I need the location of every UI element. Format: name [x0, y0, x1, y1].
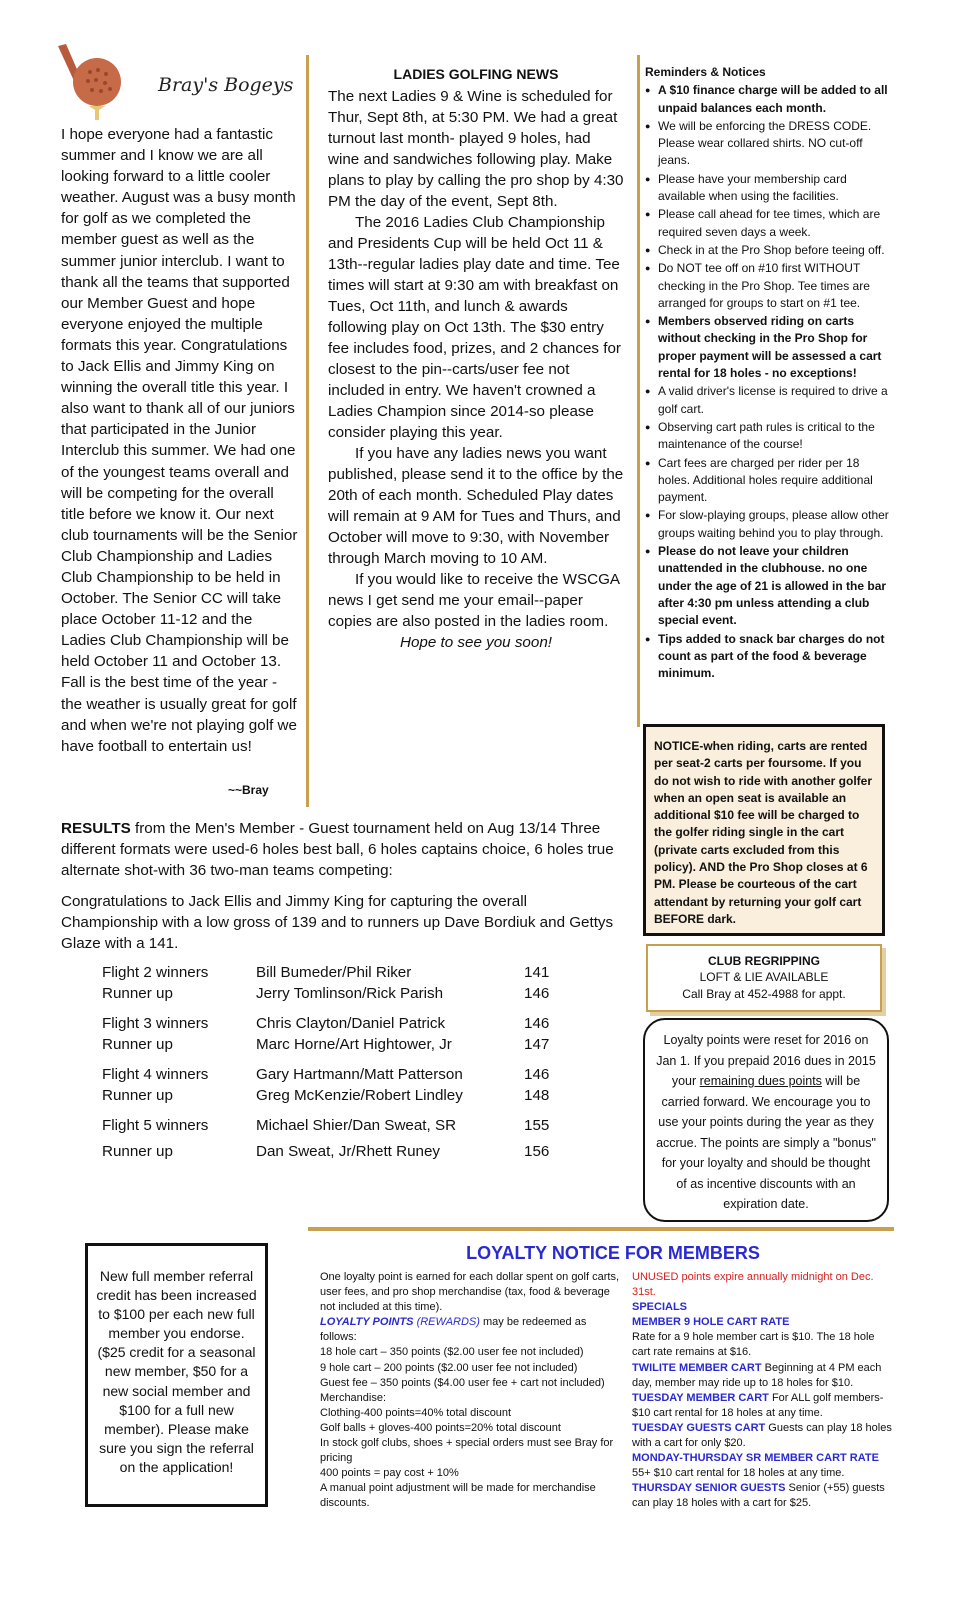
remaining-dues-points-link[interactable]: remaining dues points — [699, 1074, 822, 1088]
loyalty-reset-pre: Loyalty points were reset for 2016 on Jan 1. If you prepaid 2016 dues in 2015 your — [656, 1033, 876, 1088]
member9-title: MEMBER 9 HOLE CART RATE — [632, 1316, 790, 1329]
table-row: Runner up Dan Sweat, Jr/Rhett Runey 156 — [102, 1143, 550, 1160]
thursday-title: THURSDAY SENIOR GUESTS — [632, 1482, 786, 1495]
news-paragraph-2: The 2016 Ladies Club Championship and Presidents Cup will be held Oct 11 & 13th--regular ladies play date and time. Tee times will start at 9:30 am with breakfast on Tues, Oct 11th, and lunch & awards following play on Oct 13th. The $30 entry fee includes food, prizes, and 2 chances for closest to the pin--carts/user fee not included in entry. We haven't crowned a Ladies Champion since 2014-so please consider playing this year. — [328, 214, 621, 441]
reminders-title: Reminders & Notices — [645, 65, 766, 79]
news-title: LADIES GOLFING NEWS — [393, 66, 559, 82]
column-divider-right — [637, 55, 640, 727]
member9-text: Rate for a 9 hole member cart is $10. The 18 hole cart rate remains at $16. — [632, 1331, 875, 1359]
reminder-item: ● A valid driver's license is required to drive a golf cart. — [645, 383, 890, 418]
results-section — [61, 818, 621, 964]
loyalty-line: Guest fee – 350 points ($4.00 user fee + cart not included) — [320, 1376, 605, 1389]
reminder-item: ● Check in at the Pro Shop before teeing off. — [645, 242, 890, 259]
loyalty-points-label: LOYALTY POINTS — [320, 1316, 414, 1329]
regrip-line-2: Call Bray at 452-4988 for appt. — [682, 986, 846, 1001]
ladies-golfing-news — [328, 64, 624, 653]
reminder-item: ● Do NOT tee off on #10 first WITHOUT checking in the Pro Shop. Tee times are arranged for groups to start on #1 tee. — [645, 260, 890, 312]
news-signoff: Hope to see you soon! — [400, 634, 552, 651]
loyalty-reset-post: will be carried forward. We encourage you to use your points during the year as they accrue. The points are simply a "bonus" for your loyalty and should be thought of as incentive discounts with an expiration date. — [656, 1074, 876, 1211]
results-label: RESULTS — [61, 820, 131, 837]
bottom-divider — [308, 1227, 894, 1231]
reminder-item: ● Please do not leave your children unattended in the clubhouse. no one under the age of 21 is allowed in the bar after 4:30 pm unless attending a club special event. — [645, 543, 890, 629]
table-row: Runner up Marc Horne/Art Hightower, Jr 147 — [102, 1036, 550, 1053]
loyalty-notice-title: LOYALTY NOTICE FOR MEMBERS — [466, 1243, 760, 1263]
reminders-notices — [645, 64, 890, 683]
loyalty-line: A manual point adjustment will be made for merchandise discounts. — [320, 1482, 596, 1510]
reminder-item: ● Members observed riding on carts without checking in the Pro Shop for proper payment will be assessed a cart rental for 18 holes - no exceptions! — [645, 313, 890, 382]
table-row: Runner up Greg McKenzie/Robert Lindley 148 — [102, 1087, 550, 1104]
golf-ball-icon — [73, 58, 121, 106]
loyalty-line: 18 hole cart – 350 points ($2.00 user fee not included) — [320, 1346, 584, 1359]
loyalty-reset-box — [643, 1018, 889, 1222]
news-paragraph-3: If you have any ladies news you want published, please send it to the office by the 20th of each month. Scheduled Play dates will remain at 9 AM for Tues and Thurs, and October will move to 9:30, with November through March moving to 10 AM. — [328, 445, 624, 567]
loyalty-line: 400 points = pay cost + 10% — [320, 1467, 459, 1480]
loyalty-intro: One loyalty point is earned for each dollar spent on golf carts, user fees, and pro shop merchandise (tax, food & beverage not included at this time). — [320, 1271, 620, 1314]
club-regripping-box — [646, 944, 882, 1012]
table-row: Flight 4 winners Gary Hartmann/Matt Patterson 146 — [102, 1066, 550, 1083]
tee-icon — [89, 106, 105, 120]
tuesday-guest-text: Guests can play 18 holes with a cart for only $20. — [632, 1421, 892, 1450]
tuesday-guest-title: TUESDAY GUESTS CART — [632, 1421, 766, 1434]
loyalty-notice-left — [320, 1270, 620, 1512]
loyalty-line: Clothing-400 points=40% total discount — [320, 1406, 512, 1419]
reminder-item: ● Please have your membership card available when using the facilities. — [645, 171, 890, 206]
reminders-list — [645, 82, 890, 682]
news-paragraph-1: The next Ladies 9 & Wine is scheduled for Thur, Sept 8th, at 5:30 PM. We had a great turnout last month- played 9 holes, had wine and sandwiches following play. Make plans to play by calling the pro shop by 4:30 PM the day of the event, Sept 8th. — [328, 88, 624, 210]
column-divider-left — [306, 55, 309, 807]
reminder-item: ● Please call ahead for tee times, which are required seven days a week. — [645, 206, 890, 241]
table-row: Flight 3 winners Chris Clayton/Daniel Patrick 146 — [102, 1015, 550, 1032]
loyalty-line: Golf balls + gloves-400 points=20% total discount — [320, 1421, 561, 1434]
specials-heading: SPECIALS — [632, 1301, 688, 1314]
regrip-title: CLUB REGRIPPING — [707, 954, 820, 968]
table-row: Flight 2 winners Bill Bumeder/Phil Riker 141 — [102, 964, 550, 981]
news-paragraph-4: If you would like to receive the WSCGA news I get send me your email--paper copies are also posted in the ladies room. — [328, 571, 620, 630]
loyalty-line: Merchandise: — [320, 1391, 387, 1404]
reminder-item: ● For slow-playing groups, please allow other groups waiting behind you to play through. — [645, 507, 890, 542]
monthu-text: 55+ $10 cart rental for 18 holes at any time. — [632, 1467, 845, 1480]
loyalty-line: In stock golf clubs, shoes + special orders must see Bray for pricing — [320, 1437, 614, 1465]
tuesday-member-text: For ALL golf members- $10 cart rental for 18 holes at any time. — [632, 1391, 884, 1419]
loyalty-redeem-text: may be redeemed as follows: — [320, 1316, 587, 1344]
reminder-item: ● Cart fees are charged per rider per 18 holes. Additional holes require additional payment. — [645, 455, 890, 507]
twilite-text: Beginning at 4 PM each day, member may ride up to 18 holes for $10. — [632, 1361, 882, 1389]
cart-notice-box: NOTICE-when riding, carts are rented per seat-2 carts per foursome. If you do not wish to ride with another golfer when an open seat is available an additional $10 fee will be charged to the golfer riding single in the cart (private carts excluded from this policy). AND the Pro Shop closes at 6 PM. Please be courteous of the cart attendant by returning your golf cart BEFORE dark. — [643, 724, 885, 936]
reminder-item: ● Tips added to snack bar charges do not count as part of the food & beverage minimum. — [645, 631, 890, 683]
logo-text: Bray's Bogeys — [158, 74, 294, 96]
unused-points-notice: UNUSED points expire annually midnight on Dec. 31st. — [632, 1271, 874, 1299]
thursday-text: Senior (+55) guests can play 18 holes with a cart for $25. — [632, 1482, 885, 1510]
referral-credit-box: New full member referral credit has been increased to $100 per each new full member you endorse. ($25 credit for a seasonal new member, $50 for a new social member and $100 for a full new member). Please make sure you sign the referral on the application! — [85, 1243, 268, 1507]
results-congrats: Congratulations to Jack Ellis and Jimmy King for capturing the overall Championship with a low gross of 139 and to runners up Dave Bordiuk and Gettys Glaze with a 141. — [61, 893, 614, 952]
table-row: Flight 5 winners Michael Shier/Dan Sweat, SR 155 — [102, 1117, 550, 1134]
results-intro: from the Men's Member - Guest tournament held on Aug 13/14 Three different formats were used-6 holes best ball, 6 holes captains choice, 6 holes true alternate shot-with 36 two-man teams competing: — [61, 820, 614, 879]
reminder-item: ● We will be enforcing the DRESS CODE. Please wear collared shirts. NO cut-off jeans. — [645, 118, 890, 170]
regrip-line-1: LOFT & LIE AVAILABLE — [699, 970, 829, 985]
bray-signature: ~~Bray — [228, 783, 269, 797]
reminder-item: ● A $10 finance charge will be added to all unpaid balances each month. — [645, 82, 890, 117]
loyalty-notice-right — [632, 1270, 894, 1512]
twilite-title: TWILITE MEMBER CART — [632, 1361, 762, 1374]
loyalty-line: 9 hole cart – 200 points ($2.00 user fee not included) — [320, 1361, 578, 1374]
reminder-item: ● Observing cart path rules is critical to the maintenance of the course! — [645, 419, 890, 454]
loyalty-rewards-label: (REWARDS) — [416, 1316, 480, 1329]
bray-column-text: I hope everyone had a fantastic summer and I know we are all looking forward to a little cooler weather. August was a busy month for golf as we completed the member guest as well as the summer junior interclub. I want to thank all the teams that supported our Member Guest and hope everyone enjoyed the multiple formats this year. Congratulations to Jack Ellis and Jimmy King on winning the overall title this year. I also want to thank all of our juniors that participated in the Junior Interclub this summer. We had one of the youngest teams overall and will be competing for the overall title before we know it. Our next club tournaments will be the Senior Club Championship and Ladies Club Championship to be held in October. The Senior CC will take place October 11-12 and the Ladies Club Championship will be held October 11 and October 13. Fall is the best time of the year - the weather is usually great for golf and when we're not playing golf we have football to entertain us! — [61, 126, 298, 755]
table-row: Runner up Jerry Tomlinson/Rick Parish 146 — [102, 985, 550, 1002]
winners-table — [102, 962, 562, 1162]
monthu-title: MONDAY-THURSDAY SR MEMBER CART RATE — [632, 1452, 879, 1465]
tuesday-member-title: TUESDAY MEMBER CART — [632, 1391, 769, 1404]
